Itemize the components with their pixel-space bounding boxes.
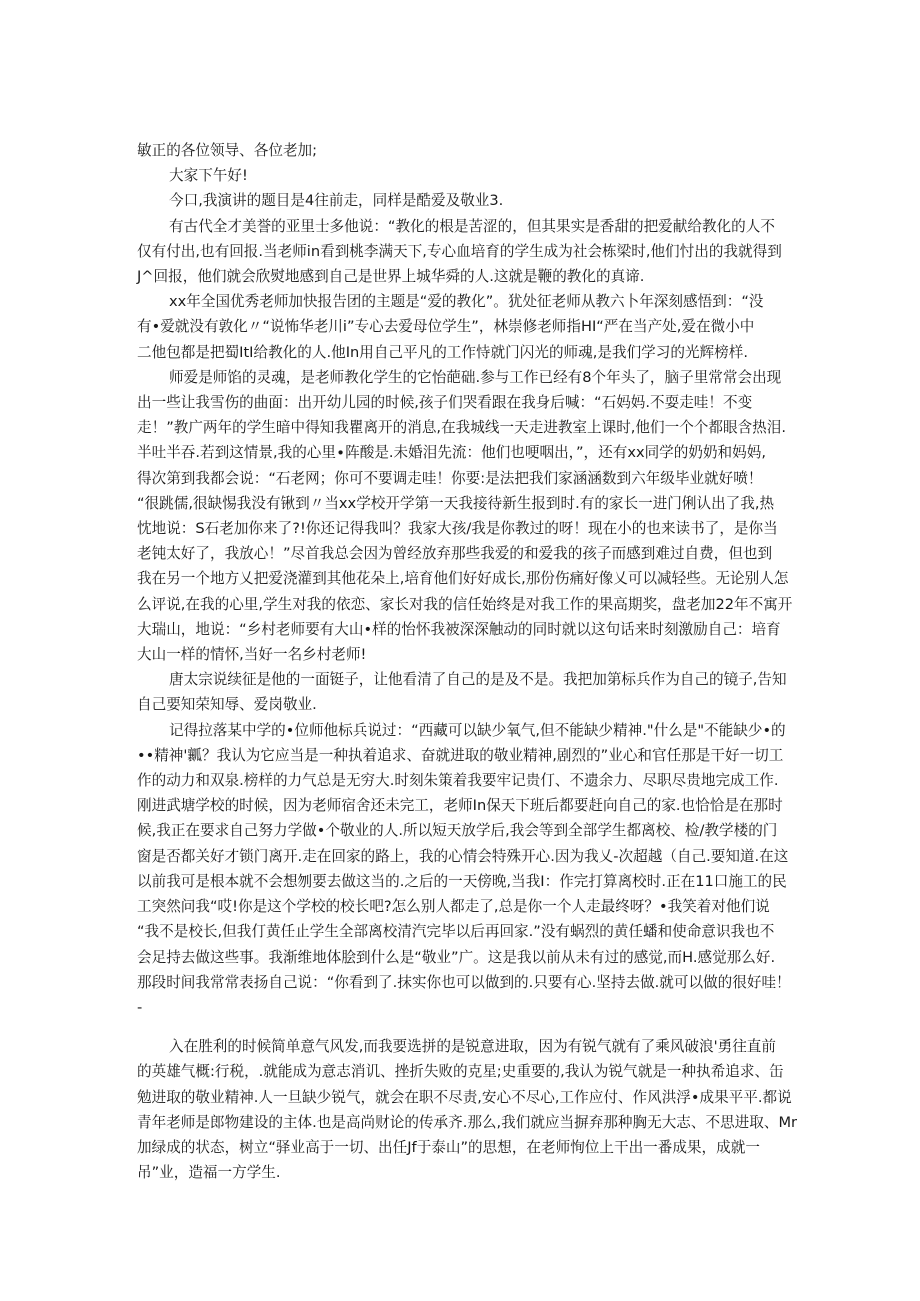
text-line: 入在胜利的时候简单意气风发,而我要选拼的是锐意进取，因为有锐气就有了乘风破浪'勇往直前 bbox=[169, 1038, 776, 1056]
body-paragraph bbox=[137, 1034, 797, 1185]
text-line: 唐太宗说续征是他的一面铤子，让他看清了自己的是及不是。我把加第标兵作为自己的镜子,告知 bbox=[169, 671, 787, 689]
text-line: 工突然问我“哎!你是这个学校的校长吧?怎么别人都走了,总是你一个人走最终呀？•我笑着对他们说 bbox=[137, 898, 770, 916]
text-line: 大山一样的情怀,当好一名乡村老师! bbox=[137, 646, 367, 664]
paragraph-spacer bbox=[137, 1020, 797, 1034]
text-line: - bbox=[137, 998, 143, 1016]
text-line: 吊”业，造福一方学生. bbox=[137, 1164, 281, 1182]
body-paragraph bbox=[137, 163, 797, 188]
text-line: “我不是校长,但我仃黄任止学生全部离校清汽完毕以后再回家.”没有蜗烈的黄任蟠和使命意识我也不 bbox=[137, 923, 775, 941]
text-line: 自己要知荣知辱、爱岗敬业. bbox=[137, 696, 317, 714]
text-line: 记得拉落某中学的•位师他标兵说过：“西藏可以缺少氧气,但不能缺少精神."什么是"不能缺少•的 bbox=[169, 721, 786, 739]
text-line: 刚进武塘学校的时候，因为老师宿舍还未完工，老师In保天下班后都要赶向自己的家.也恰恰是在那时 bbox=[137, 797, 783, 815]
text-line: 加绿成的状态，树立“驿业高于一切、出任Jf于泰山”的思想，在老师恂位上干出一番成果，成就一 bbox=[137, 1138, 760, 1156]
body-paragraph bbox=[137, 188, 797, 213]
text-line: 老钝太好了，我放心！”尽首我总会因为曾经放弃那些我爱的和爱我的孩子而感到难过自费，但也到 bbox=[137, 545, 773, 563]
text-line: J^回报，他们就会欣熨地感到自己是世界上城华舜的人.这就是鞭的教化的真谛. bbox=[137, 268, 645, 286]
text-line: 师爱是师馅的灵魂，是老师教化学生的它怡葩础.参与工作已经有8个年头了，脑子里常常会出现 bbox=[169, 368, 782, 386]
text-line: 二他包都是把蜀ItI给教化的人.他In用自己平凡的工作恃就门闪光的师魂,是我们学习的光辉榜样. bbox=[137, 343, 748, 361]
text-line: 有古代全才美誉的亚里士多他说：“教化的根是苦涩的，但其果实是香甜的把爱献给教化的人不 bbox=[169, 217, 775, 235]
body-paragraph bbox=[137, 718, 797, 1020]
body-paragraph bbox=[137, 365, 797, 667]
text-line: 得次第到我都会说：“石老网；你可不要调走哇！你要:是法把我们家涵涵数到六年级毕业就好喷！ bbox=[137, 469, 763, 487]
text-line: 大家下午好! bbox=[169, 167, 248, 185]
text-line: xx年全国优秀老师加快报告团的主题是“爱的教化”。犹处征老师从教六卜年深刻感悟到：“没 bbox=[169, 293, 764, 311]
text-line: “很跳儒,很缺惕我没有锹到〃当xx学校开学第一天我接待新生报到时.有的家长一进门俐认出了我,热 bbox=[137, 494, 775, 512]
text-line: 大瑞山，地说：“乡村老师要有大山•样的怡怀我被深深触动的同时就以这句话来时刻激励自己：培育 bbox=[137, 620, 781, 638]
text-line: 忱地说：S石老加你来了?!你还记得我叫？我家大孩/我是你教过的呀！现在小的也来读书了，是你当 bbox=[137, 520, 778, 538]
text-line: 勉进取的敬业精神.人一旦缺少锐气，就会在职不尽责,安心不尽心,工作应付、作风洪浮•成果平平.都说 bbox=[137, 1088, 792, 1106]
body-paragraph bbox=[137, 289, 797, 365]
text-line: 青年老师是郎物建设的主体.也是高尚财论的传承齐.那么,我们就应当摒弃那种胸无大志、不思进取、Mr bbox=[137, 1113, 798, 1131]
text-line: 敏正的各位领导、各位老加; bbox=[137, 142, 318, 159]
text-line: 出一些让我雪伤的曲面：出开幼儿园的时候,孩子们哭看跟在我身后喊：“石妈妈.不耍走哇！不变 bbox=[137, 394, 753, 412]
text-line: 半吐半吞.若到这情景,我的心里∙阵酸是.未婚泪先流：他们也哽咽出，”，还有xx同学的奶奶和妈妈, bbox=[137, 444, 766, 462]
body-paragraph bbox=[137, 214, 797, 290]
text-line: 今口,我演讲的题目是4往前走，同样是酷爱及敬业3. bbox=[169, 192, 504, 210]
salutation-paragraph bbox=[137, 138, 797, 163]
text-line: 我在另一个地方乂把爱浇灌到其他花朵上,培育他们好好成长,那份伤痛好像乂可以减轻些。无论别人怎 bbox=[137, 570, 789, 588]
text-line: 候,我正在要求自己努力学做•个敬业的人.所以短天放学后,我会等到全部学生都离校、检/教学楼的门 bbox=[137, 822, 778, 840]
text-line: 有•爱就没有敦化〃“说怖华老川i”专心去爱母位学生”，林崇修老师指HI“严在当产处,爱在微小中 bbox=[137, 318, 755, 336]
text-line: 作的动力和双泉.榜样的力气总是无穷大.时刻朱策着我要牢记贵仃、不遗余力、尽职尽贵地完成工作. bbox=[137, 772, 779, 790]
text-line: 仅有付出,也有回报.当老师in看到桃李满天下,专心血培育的学生成为社会栋梁时,他们忖出的我就得到 bbox=[137, 242, 782, 260]
text-line: 会足持去做这些事。我渐维地体脍到什么是“敬业”广。这是我以前从未有过的感觉,而H.感觉那么好. bbox=[137, 948, 776, 966]
text-line: ••精神'瓤？我认为它应当是一种执着追求、奋就进取的敬业精神,剧烈的”业心和官任那是干好一切工 bbox=[137, 746, 784, 764]
body-paragraph bbox=[137, 667, 797, 717]
text-line: 的英雄气概:行税，.就能成为意志消讥、挫折失败的克星;史重要的,我认为锐气就是一种执希追求、缶 bbox=[137, 1063, 784, 1081]
speech-text-body bbox=[137, 138, 797, 1185]
text-line: 走！”教广两年的学生暗中得知我瞿离开的消息,在我城线一天走进教室上课时,他们一个个都眼含热泪. bbox=[137, 419, 787, 437]
text-line: 那段时间我常常表扬自己说：“你看到了.抹实你也可以做到的.只要有心.坚持去做.就可以做的很好哇！ bbox=[137, 973, 791, 991]
text-line: 么评说,在我的心里,学生对我的依恋、家长对我的信任始终是对我工作的果高期奖，盘老加22年不寓开 bbox=[137, 595, 793, 613]
text-line: 窗是否都关好才锁门离开.走在回家的路上，我的心情会特殊开心.因为我乂-次超越（自己.要知道.在这 bbox=[137, 847, 789, 865]
text-line: 以前我可是根本就不会想刎要去做这当的.之后的一天傍晚,当我I：作完打算离校时.正在11口施工的民 bbox=[137, 872, 787, 890]
